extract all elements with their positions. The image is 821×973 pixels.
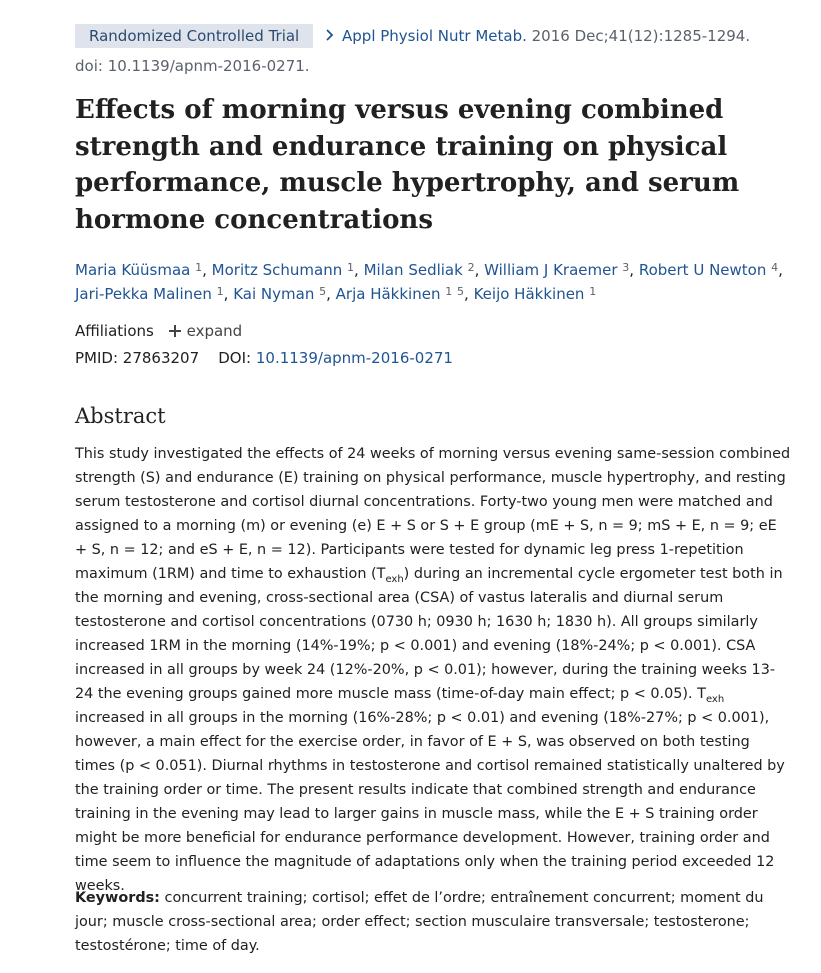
author-link[interactable]: Arja Häkkinen — [335, 285, 441, 303]
keywords-text: concurrent training; cortisol; effet de l’ordre; entraînement concurrent; moment du jour; muscle cross-sectional area; order effect; section musculaire transversale; testosterone; testostérone; time of day. — [75, 890, 764, 954]
author-link[interactable]: Milan Sedliak — [363, 261, 463, 279]
citation-doi: doi: 10.1139/apnm-2016-0271. — [75, 57, 310, 75]
keywords-label: Keywords: — [75, 890, 160, 906]
doi-label: DOI: — [218, 349, 252, 367]
author-affiliation[interactable]: 1 — [445, 285, 453, 298]
affiliations-toggle[interactable] — [75, 319, 242, 343]
author-affiliation[interactable]: 1 — [216, 285, 224, 298]
author-affiliation[interactable]: 5 — [319, 285, 327, 298]
author-link[interactable]: Jari-Pekka Malinen — [75, 285, 212, 303]
abstract-part: ) during an incremental cycle ergometer test both in the morning and evening, cross-sectional area (CSA) of vastus lateralis and diurnal serum testosterone and cortisol concentrations (0730 h; 0930 h; 1630 h; 1830 h). All groups similarly increased 1RM in the morning (14%-19%; p < 0.001) and evening (18%-24%; p < 0.001). CSA increased in all groups by week 24 (12%-20%, p < 0.01); however, during the training weeks 13-24 the evening groups gained more muscle mass (time-of-day main effect; p < 0.05). T — [75, 566, 783, 702]
chevron-right-icon[interactable] — [323, 28, 337, 42]
expand-label: expand — [186, 322, 243, 340]
article-title: Effects of morning versus evening combined strength and endurance training on physical performance, muscle hypertrophy, and serum hormone concentrations — [75, 95, 740, 235]
citation-details: 2016 Dec;41(12):1285-1294. — [526, 27, 751, 45]
plus-icon — [169, 325, 181, 337]
identifiers — [75, 346, 453, 370]
pmid-label: PMID: — [75, 349, 119, 367]
author-link[interactable]: William J Kraemer — [484, 261, 618, 279]
pmid-value: 27863207 — [122, 349, 200, 367]
author-affiliation[interactable]: 1 — [195, 261, 203, 274]
author-affiliation[interactable]: 3 — [622, 261, 630, 274]
abstract-subscript: exh — [385, 573, 404, 585]
abstract-part: increased in all groups in the morning (16%-28%; p < 0.01) and evening (18%-27%; p < 0.001), however, a main effect for the exercise order, in favor of E + S, was observed on both testing times (p < 0.051). Diurnal rhythms in testosterone and cortisol remained statistically unaltered by the training order or time. The present results indicate that combined strength and endurance training in the evening may lead to larger gains in muscle mass, while the E + S training order might be more beneficial for endurance performance development. However, training order and time seem to influence the magnitude of adaptations only when the training period exceeded 12 weeks. — [75, 710, 785, 894]
abstract-heading: Abstract — [75, 404, 166, 428]
author-affiliation[interactable]: 4 — [771, 261, 779, 274]
author-link[interactable]: Robert U Newton — [638, 261, 767, 279]
citation-line — [75, 24, 775, 48]
doi-link[interactable]: 10.1139/apnm-2016-0271 — [255, 349, 453, 367]
abstract-part: This study investigated the effects of 24 weeks of morning versus evening same-session combined strength (S) and endurance (E) training on physical performance, muscle hypertrophy, and resting serum testosterone and cortisol diurnal concentrations. Forty-two young men were matched and assigned to a morning (m) or evening (e) E + S or S + E group (mE + S, n = 9; mS + E, n = 9; eE + S, n = 12; and eS + E, n = 12). Participants were tested for dynamic leg press 1-repetition maximum (1RM) and time to exhaustion (T — [75, 446, 791, 582]
keywords — [75, 886, 793, 958]
author-affiliation[interactable]: 5 — [457, 285, 465, 298]
journal-link[interactable]: Appl Physiol Nutr Metab. — [342, 27, 527, 45]
author-affiliation[interactable]: 1 — [347, 261, 355, 274]
author-link[interactable]: Moritz Schumann — [211, 261, 343, 279]
author-affiliation[interactable]: 2 — [467, 261, 475, 274]
author-link[interactable]: Kai Nyman — [233, 285, 315, 303]
abstract-subscript: exh — [705, 693, 725, 705]
author-link[interactable]: Keijo Häkkinen — [473, 285, 585, 303]
expand-button[interactable] — [169, 322, 243, 340]
affiliations-label: Affiliations — [75, 322, 154, 340]
abstract-text — [75, 442, 793, 898]
author-list: Maria Küüsmaa $^1$, Moritz Schumann $^1$, Milan Sedliak $^2$, William J Kraemer $^3$, Robert U Newton $^4$, Jari-Pekka Malinen $^1$, Kai Nyman $^5$, Arja Häkkinen $^1$ $^5$, Keijo Häkkinen $^1$ — [75, 261, 783, 303]
author-affiliation[interactable]: 1 — [589, 285, 597, 298]
publication-type-badge[interactable]: Randomized Controlled Trial — [75, 24, 313, 48]
author-link[interactable]: Maria Küüsmaa — [75, 261, 191, 279]
